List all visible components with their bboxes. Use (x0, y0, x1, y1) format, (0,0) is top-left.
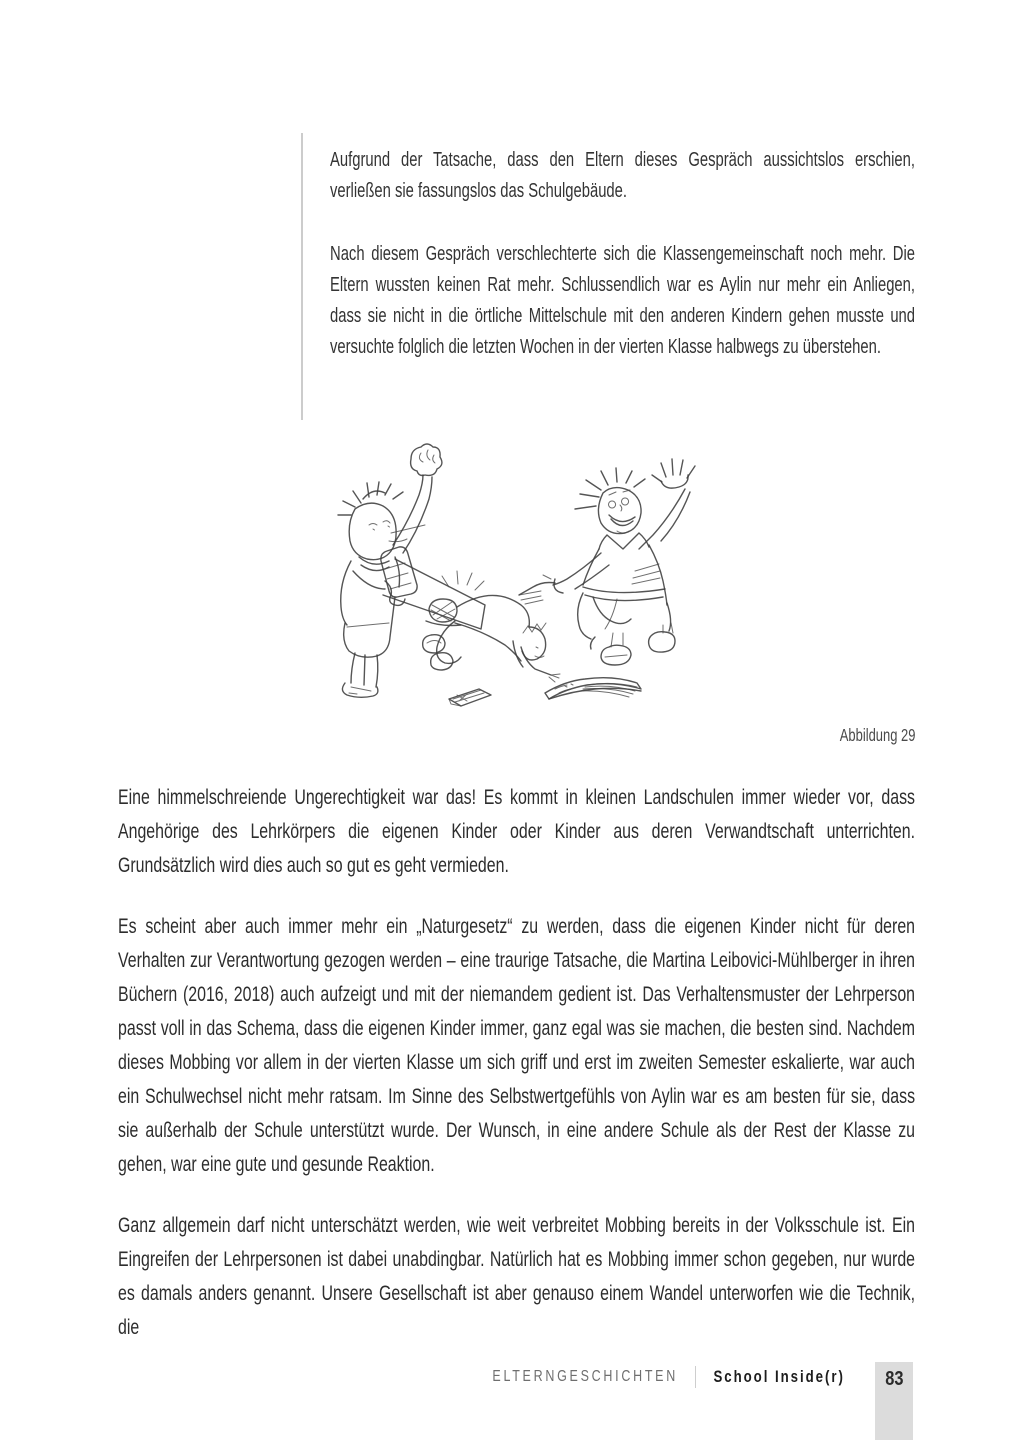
books-on-floor (449, 678, 641, 706)
figure-caption-text: Abbildung 29 (839, 725, 915, 745)
running-head-section: ELTERNGESCHICHTEN (492, 1368, 679, 1385)
bullying-sketch-illustration (333, 437, 733, 722)
page-number: 83 (884, 1367, 904, 1390)
figure-caption (615, 724, 915, 746)
body-paragraph-3: Ganz allgemein darf nicht unterschätzt werden, wie weit verbreitet Mobbing bereits in der Volksschule ist. Ein Eingreifen der Lehrpersonen ist dabei unabdingbar. Natürlich hat es Mobbing immer schon gegeben, nur wurde es damals anders genannt. Unsere Gesellschaft ist aber genauso einem Wandel unterworfen wie die Technik, die (118, 1213, 916, 1339)
page-number-tab (875, 1362, 913, 1440)
body-paragraph-2: Es scheint aber auch immer mehr ein „Naturgesetz“ zu werden, dass die eigenen Kinder nicht für deren Verhalten zur Verantwortung gezogen werden – eine traurige Tatsache, die Martina Leibovici-Mühlberger in ihren Büchern (2016, 2018) auch aufzeigt und mit der niemandem gedient ist. Das Verhaltensmuster der Lehrperson passt voll in das Schema, dass die eigenen Kinder immer, ganz egal was sie machen, die besten sind. Nachdem dieses Mobbing vor allem in der vierten Klasse um sich griff und erst im zweiten Semester eskalierte, war auch ein Schulwechsel nicht mehr ratsam. Im Sinne des Selbstwertgefühls von Aylin war es am besten für sie, dass sie außerhalb der Schule unterstützt wurde. Der Wunsch, in eine andere Schule als der Rest der Klasse zu gehen, war eine gute und gesunde Reaktion. (118, 914, 916, 1176)
footer-separator (695, 1366, 696, 1388)
sketch-drawing (333, 437, 733, 722)
running-head (493, 1363, 845, 1391)
running-head-title: School Inside(r) (713, 1367, 845, 1386)
left-bully-figure (338, 444, 485, 697)
jumping-kid-figure (519, 459, 695, 665)
victim-figure (423, 571, 560, 682)
body-text (118, 780, 915, 1371)
quote-paragraph-2: Nach diesem Gespräch verschlechterte sich die Klassengemeinschaft noch mehr. Die Eltern wussten keinen Rat mehr. Schlussendlich war es Aylin nur mehr ein Anliegen, dass sie nicht in die örtliche Mittelschule mit den anderen Kindern gehen musste und versuchte folglich die letzten Wochen in der vierten Klasse halbwegs zu überstehen. (330, 243, 916, 358)
quote-block (301, 133, 915, 420)
body-paragraph-1: Eine himmelschreiende Ungerechtigkeit war das! Es kommt in kleinen Landschulen immer wieder vor, dass Angehörige des Lehrkörpers die eigenen Kinder oder Kinder aus deren Verwandtschaft unterrichten. Grundsätzlich wird dies auch so gut es geht vermieden. (118, 785, 916, 877)
quote-paragraph-1: Aufgrund der Tatsache, dass den Eltern dieses Gespräch aussichtslos erschien, verließen sie fassungslos das Schulgebäude. (330, 149, 916, 202)
